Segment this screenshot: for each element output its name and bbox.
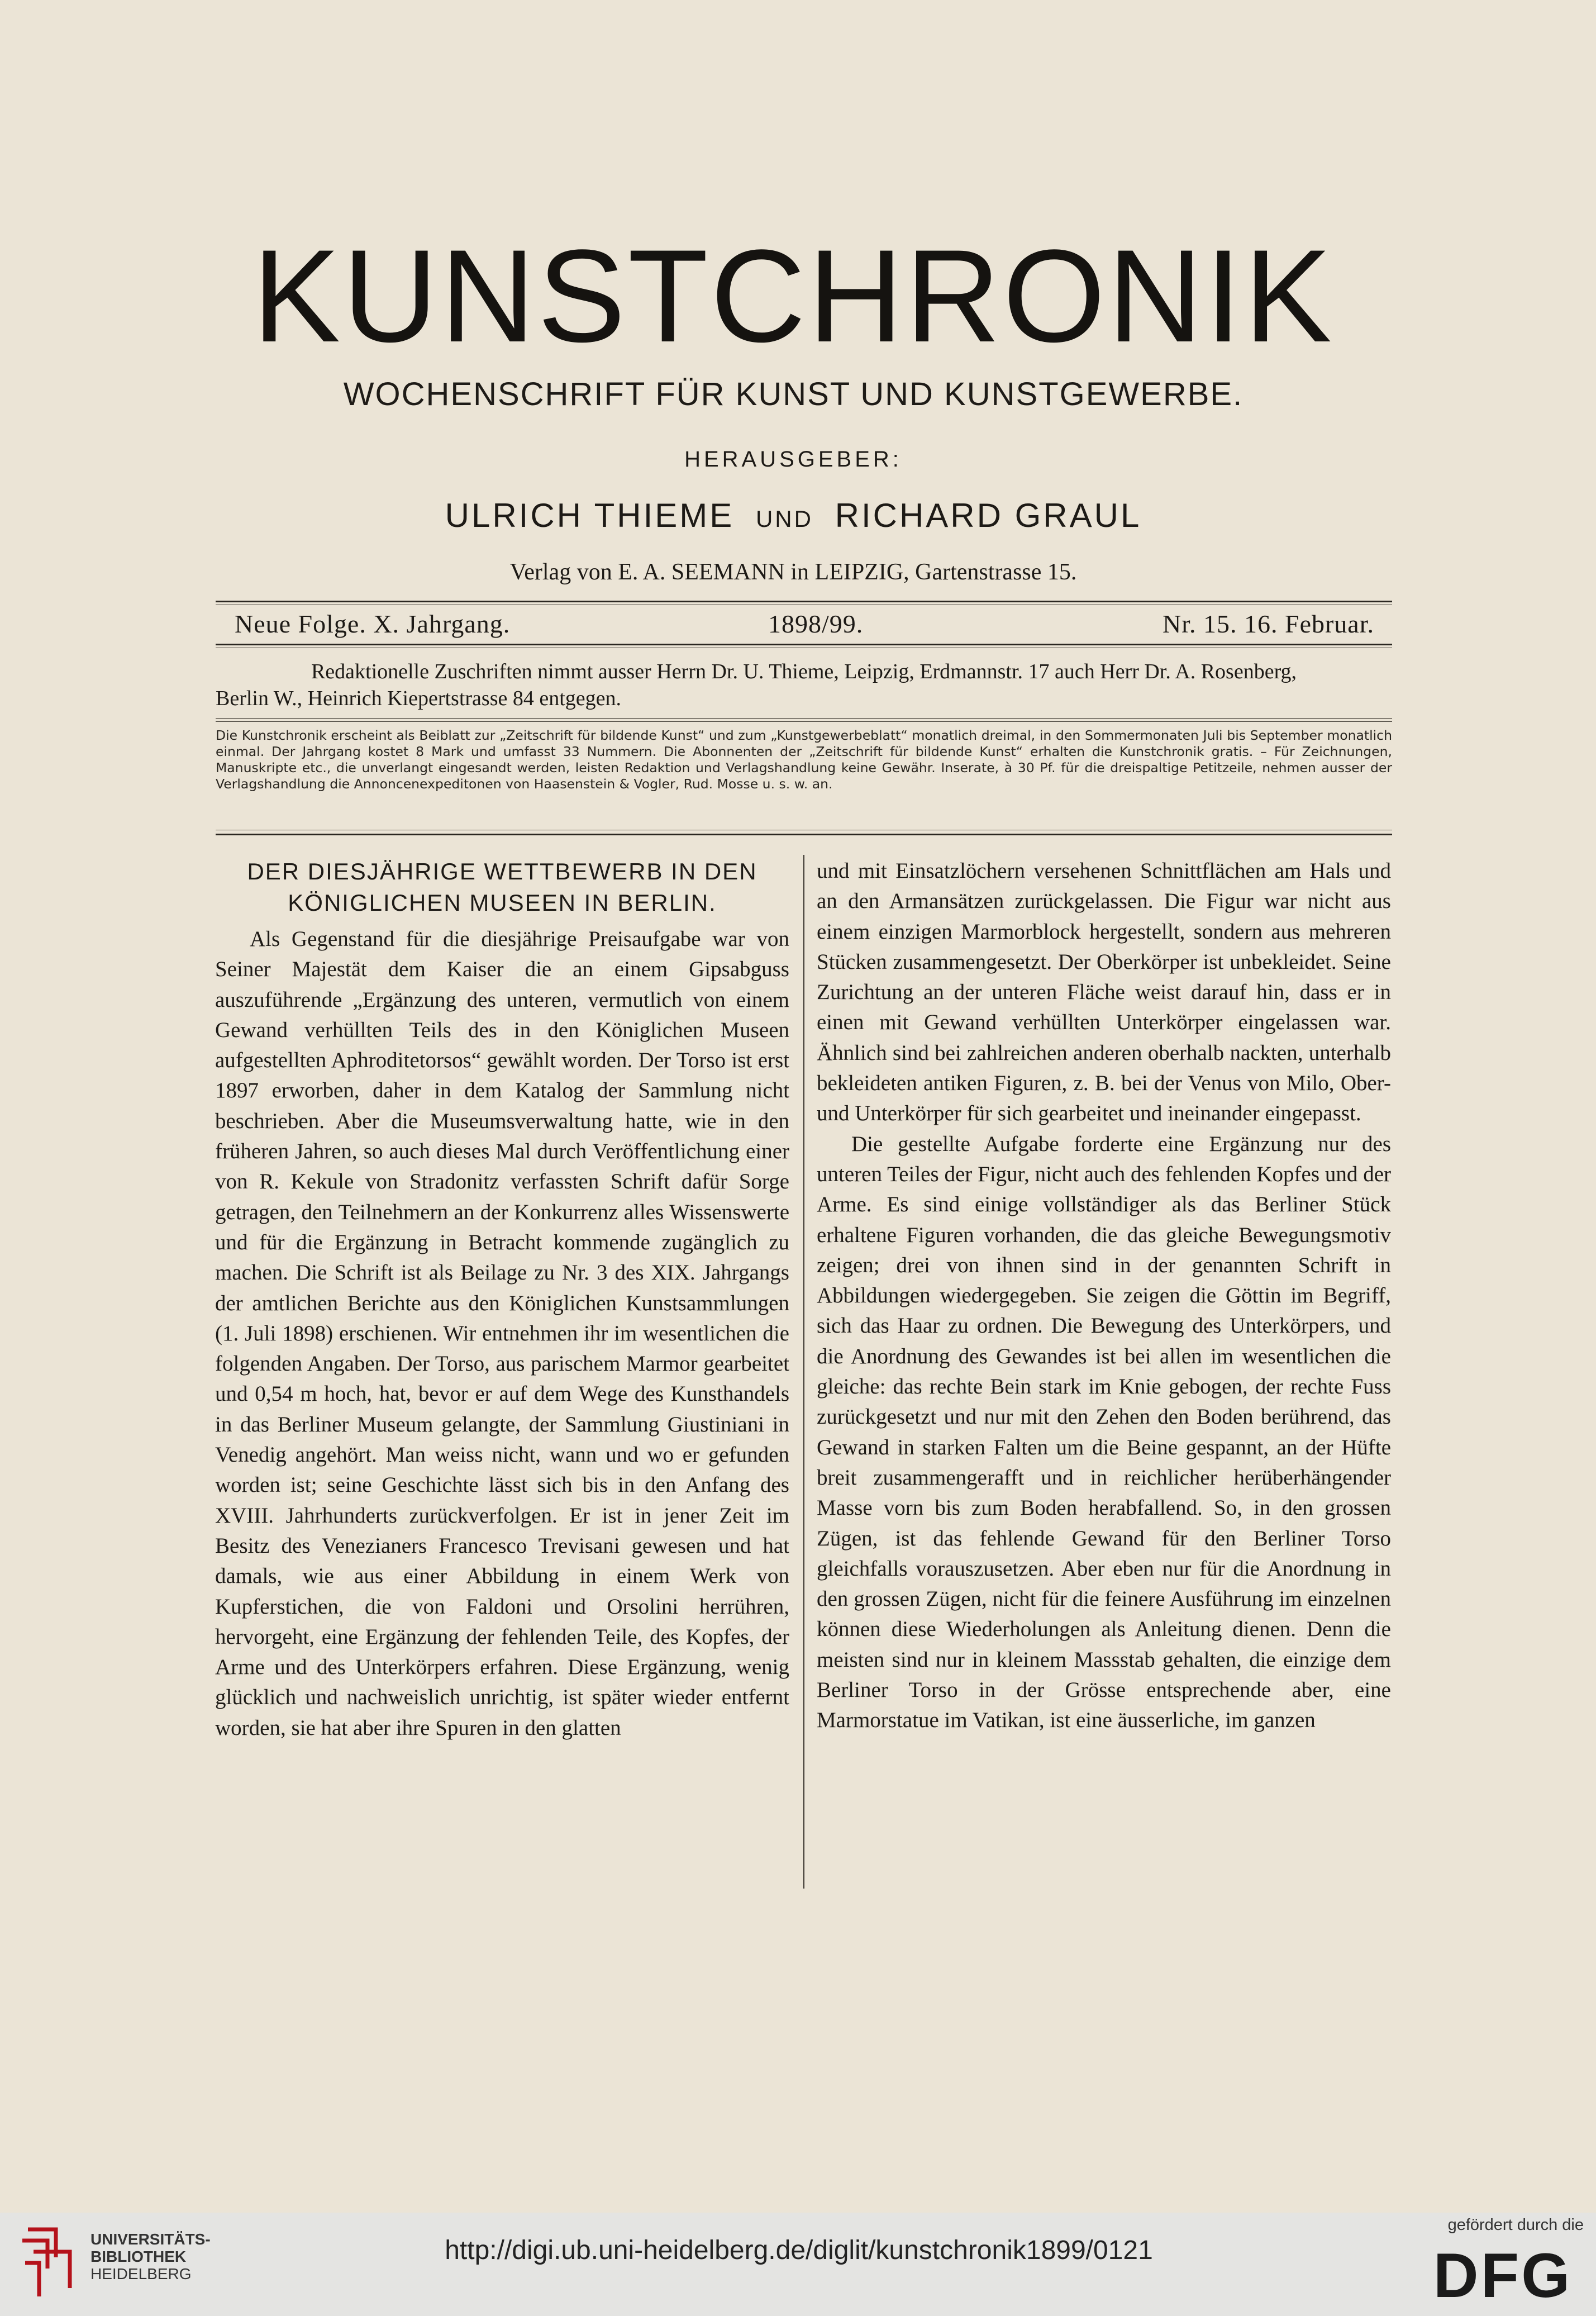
- issue-info-row: [235, 609, 1374, 643]
- issue-year: 1898/99.: [768, 610, 864, 638]
- dfg-logo-icon[interactable]: [1422, 2243, 1584, 2304]
- article-paragraph: Die gestellte Aufgabe forderte eine Ergänzung nur des unteren Teiles der Figur, nicht auch des fehlenden Kopfes und der Arme. Es sind einige vollständiger als das Berliner Stück erhaltene Figuren vorhanden, die das gleiche Bewegungsmotiv zeigen; drei von ihnen sind in der genannten Schrift in Abbildungen wiedergegeben. Sie zeigen die Göttin im Begriff, sich das Haar zu ordnen. Die Bewegung des Unterkörpers, und die Anordnung des Gewandes ist bei allen im wesentlichen die gleiche: das rechte Bein stark im Knie gebogen, der rechte Fuss zurückgesetzt und nur mit den Zehen den Boden berührend, das Gewand in starken Falten um die Beine gespannt, an der Hüfte breit zusammengerafft und in reichlicher herüberhängender Masse vorn bis zum Boden herabfallend. So, in den grossen Zügen, ist das fehlende Gewand für den Berliner Torso gleichfalls vorauszusetzen. Aber eben nur für die Anordnung in den grossen Zügen, nicht für die feinere Ausführung im einzelnen können diese Wiederholungen als Anleitung dienen. Denn die meisten sind nur in kleinem Massstab gehalten, die einzige dem Berliner Torso in der Grösse entsprechende aber, eine Marmorstatue im Vatikan, ist eine äusserliche, im ganzen: [817, 1131, 1391, 1733]
- permalink-url[interactable]: http://digi.ub.uni-heidelberg.de/diglit/kunstchronik1899/0121: [445, 2236, 1153, 2265]
- library-name-line-2: BIBLIOTHEK: [90, 2248, 187, 2265]
- article-paragraph: und mit Einsatzlöchern versehenen Schnittflächen am Hals und an den Armansätzen zurückgelassen. Die Figur war nicht aus einem einzigen Marmorblock hergestellt, sondern aus mehreren Stücken zusammengesetzt. Der Oberkörper ist unbekleidet. Seine Zurichtung an der unteren Fläche weist darauf hin, dass er in einen mit Gewand verhüllten Unterkörper eingelassen war. Ähnlich sind bei zahlreichen anderen oberhalb nackten, unterhalb bekleideten antiken Figuren, z. B. bei der Venus von Milo, Ober- und Unterkörper für sich gearbeitet und ineinander eingepasst.: [817, 859, 1391, 1126]
- editorial-address-line-2: Berlin W., Heinrich Kiepertstrasse 84 entgegen.: [216, 687, 622, 710]
- editorial-address-line-1: Redaktionelle Zuschriften nimmt ausser Herrn Dr. U. Thieme, Leipzig, Erdmannstr. 17 auch Herr Dr. A. Rosenberg,: [311, 660, 1297, 683]
- library-name-line-1: UNIVERSITÄTS-: [90, 2231, 211, 2248]
- editor-graul: RICHARD GRAUL: [835, 497, 1142, 534]
- issue-rule-top: [216, 601, 1392, 602]
- editor-conjunction: UND: [755, 506, 813, 532]
- article-column-right: [817, 856, 1391, 1736]
- subscription-notice: [216, 727, 1392, 792]
- masthead-title: KUNSTCHRONIK: [252, 222, 1335, 370]
- masthead-subtitle: WOCHENSCHRIFT FÜR KUNST UND KUNSTGEWERBE.: [343, 376, 1244, 412]
- issue-number-date: Nr. 15. 16. Februar.: [1162, 610, 1374, 638]
- article-title: DER DIESJÄHRIGE WETTBEWERB IN DEN KÖNIGLICHEN MUSEEN IN BERLIN.: [247, 858, 757, 916]
- article-column-left: [215, 856, 789, 1743]
- library-name-line-3: HEIDELBERG: [90, 2265, 192, 2282]
- editor-thieme: ULRICH THIEME: [445, 497, 735, 534]
- notice-rule-top-double: [216, 721, 1392, 722]
- herausgeber-label: HERAUSGEBER:: [684, 447, 902, 472]
- editorial-address: [216, 658, 1392, 712]
- issue-folge: Neue Folge. X. Jahrgang.: [235, 610, 511, 638]
- funding-label: gefördert durch die: [1447, 2216, 1584, 2234]
- column-divider: [803, 855, 804, 1889]
- editors-line: [212, 496, 1374, 535]
- library-name[interactable]: [90, 2231, 211, 2282]
- publisher-line: Verlag von E. A. SEEMANN in LEIPZIG, Gartenstrasse 15.: [509, 559, 1077, 585]
- svg-text:DFG: DFG: [1433, 2243, 1573, 2304]
- subscription-notice-text: Die Kunstchronik erscheint als Beiblatt zur „Zeitschrift für bildende Kunst“ und zum „Kunstgewerbeblatt“ monatlich dreimal, in den Sommermonaten Juli bis September monatlich einmal. Der Jahrgang kostet 8 Mark und umfasst 33 Nummern. Die Abonnenten der „Zeitschrift für bildende Kunst“ erhalten die Kunstchronik gratis. – Für Zeichnungen, Manuskripte etc., die unverlangt eingesandt werden, leisten Redaktion und Verlagshandlung keine Gewähr. Inserate, à 30 Pf. für die dreispaltige Petitzeile, nehmen ausser der Verlagshandlung die Annoncenexpeditonen von Haasenstein & Vogler, Rud. Mosse u. s. w. an.: [216, 727, 1392, 792]
- issue-rule-bottom: [216, 644, 1392, 645]
- ub-heidelberg-logo-icon[interactable]: [17, 2218, 84, 2302]
- article-paragraph: Als Gegenstand für die diesjährige Preisaufgabe war von Seiner Majestät dem Kaiser die an einem Gipsabguss auszuführende „Ergänzung des unteren, vermutlich von einem Gewand verhüllten Teils des in den Königlichen Museen aufgestellten Aphroditetorsos“ gewählt worden. Der Torso ist erst 1897 erworben, daher in dem Katalog der Sammlung nicht beschrieben. Aber die Museumsverwaltung hatte, wie in den früheren Jahren, so auch dieses Mal durch Veröffentlichung einer von R. Kekule von Stradonitz verfassten Schrift dafür Sorge getragen, den Teilnehmern an der Konkurrenz alles Wissenswerte und für die Ergänzung in Betracht kommende zugänglich zu machen. Die Schrift ist als Beilage zu Nr. 3 des XIX. Jahrgangs der amtlichen Berichte aus den Königlichen Kunstsammlungen (1. Juli 1898) erschienen. Wir entnehmen ihr im wesentlichen die folgenden Angaben. Der Torso, aus parischem Marmor gearbeitet und 0,54 m hoch, hat, bevor er auf dem Wege des Kunsthandels in das Berliner Museum gelangte, der Sammlung Giustiniani in Venedig angehört. Man weiss nicht, wann und wo er gefunden worden ist; seine Geschichte lässt sich bis in den Anfang des XVIII. Jahrhunderts zurückverfolgen. Er ist in jener Zeit im Besitz des Venezianers Francesco Trevisani gewesen und hat damals, wie aus einer Abbildung in einem Werk von Kupferstichen, die von Faldoni und Orsolini herrühren, hervorgeht, eine Ergänzung der fehlenden Teile, des Kopfes, der Arme und des Unterkörpers erfahren. Diese Ergänzung, wenig glücklich und nachweislich unrichtig, ist später wieder entfernt worden, sie hat aber ihre Spuren in den glatten: [215, 927, 789, 1740]
- notice-rule-bottom-double: [216, 834, 1392, 835]
- notice-rule-top: [216, 718, 1392, 719]
